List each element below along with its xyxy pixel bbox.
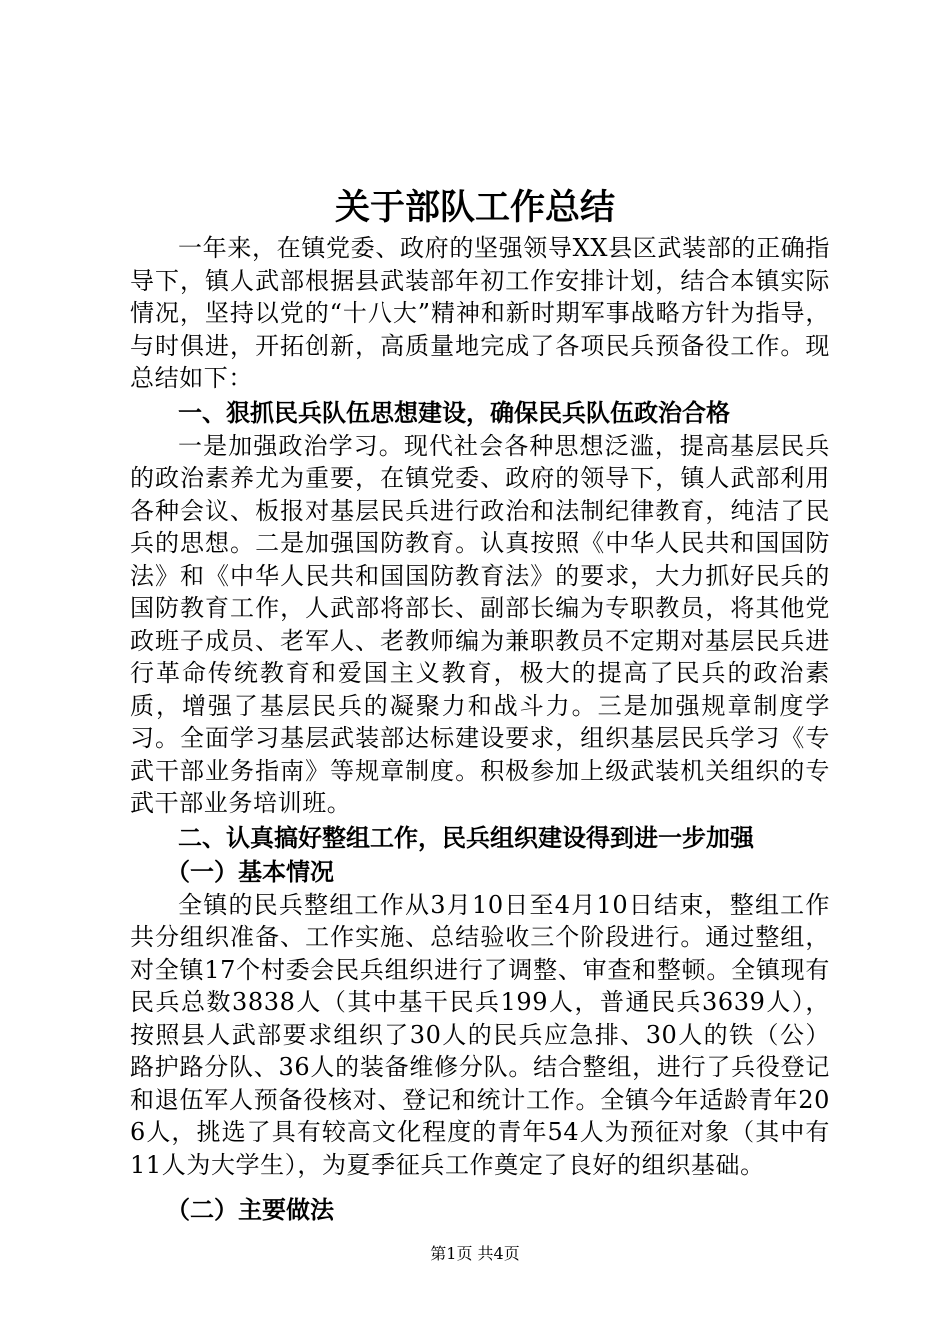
section-1-paragraph: 一是加强政治学习。现代社会各种思想泛滥，提高基层民兵的政治素养尤为重要，在镇党委、政府的领导下，镇人武部利用各种会议、板报对基层民兵进行政治和法制纪律教育，纯洁了民兵的思想。二是加强国防教育。认真按照《中华人民共和国国防法》和《中华人民共和国国防教育法》的要求，大力抓好民兵的国防教育工作，人武部将部长、副部长编为专职教员，将其他党政班子成员、老军人、老教师编为兼职教员不定期对基层民兵进行革命传统教育和爱国主义教育，极大的提高了民兵的政治素质，增强了基层民兵的凝聚力和战斗力。三是加强规章制度学习。全面学习基层武装部达标建设要求，组织基层民兵学习《专武干部业务指南》等规章制度。积极参加上级武装机关组织的专武干部业务培训班。 — [130, 431, 830, 817]
document-body — [130, 232, 830, 1227]
section-2-heading: 二、认真搞好整组工作，民兵组织建设得到进一步加强 — [178, 823, 754, 852]
page-number-footer: 第1页 共4页 — [430, 1244, 520, 1263]
document-title: 关于部队工作总结 — [334, 188, 615, 228]
subsection-1-heading: （一）基本情况 — [166, 857, 334, 886]
subsection-1-paragraph: 全镇的民兵整组工作从3月10日至4月10日结束，整组工作共分组织准备、工作实施、总结验收三个阶段进行。通过整组，对全镇17个村委会民兵组织进行了调整、审查和整顿。全镇现有民兵总数3838人（其中基干民兵199人，普通民兵3639人），按照县人武部要求组织了30人的民兵应急排、30人的铁（公）路护路分队、36人的装备维修分队。结合整组，进行了兵役登记和退伍军人预备役核对、登记和统计工作。全镇今年适龄青年206人，挑选了具有较高文化程度的青年54人为预征对象（其中有11人为大学生），为夏季征兵工作奠定了良好的组织基础。 — [130, 890, 830, 1179]
subsection-2-heading: （二）主要做法 — [166, 1196, 334, 1224]
section-1-heading: 一、狠抓民兵队伍思想建设，确保民兵队伍政治合格 — [178, 398, 730, 427]
paragraph-gap — [130, 1181, 830, 1193]
intro-paragraph: 一年来，在镇党委、政府的坚强领导XX县区武装部的正确指导下，镇人武部根据县武装部年初工作安排计划，结合本镇实际情况，坚持以党的“十八大”精神和新时期军事战略方针为指导，与时俱进，开拓创新，高质量地完成了各项民兵预备役工作。现总结如下： — [130, 234, 830, 392]
